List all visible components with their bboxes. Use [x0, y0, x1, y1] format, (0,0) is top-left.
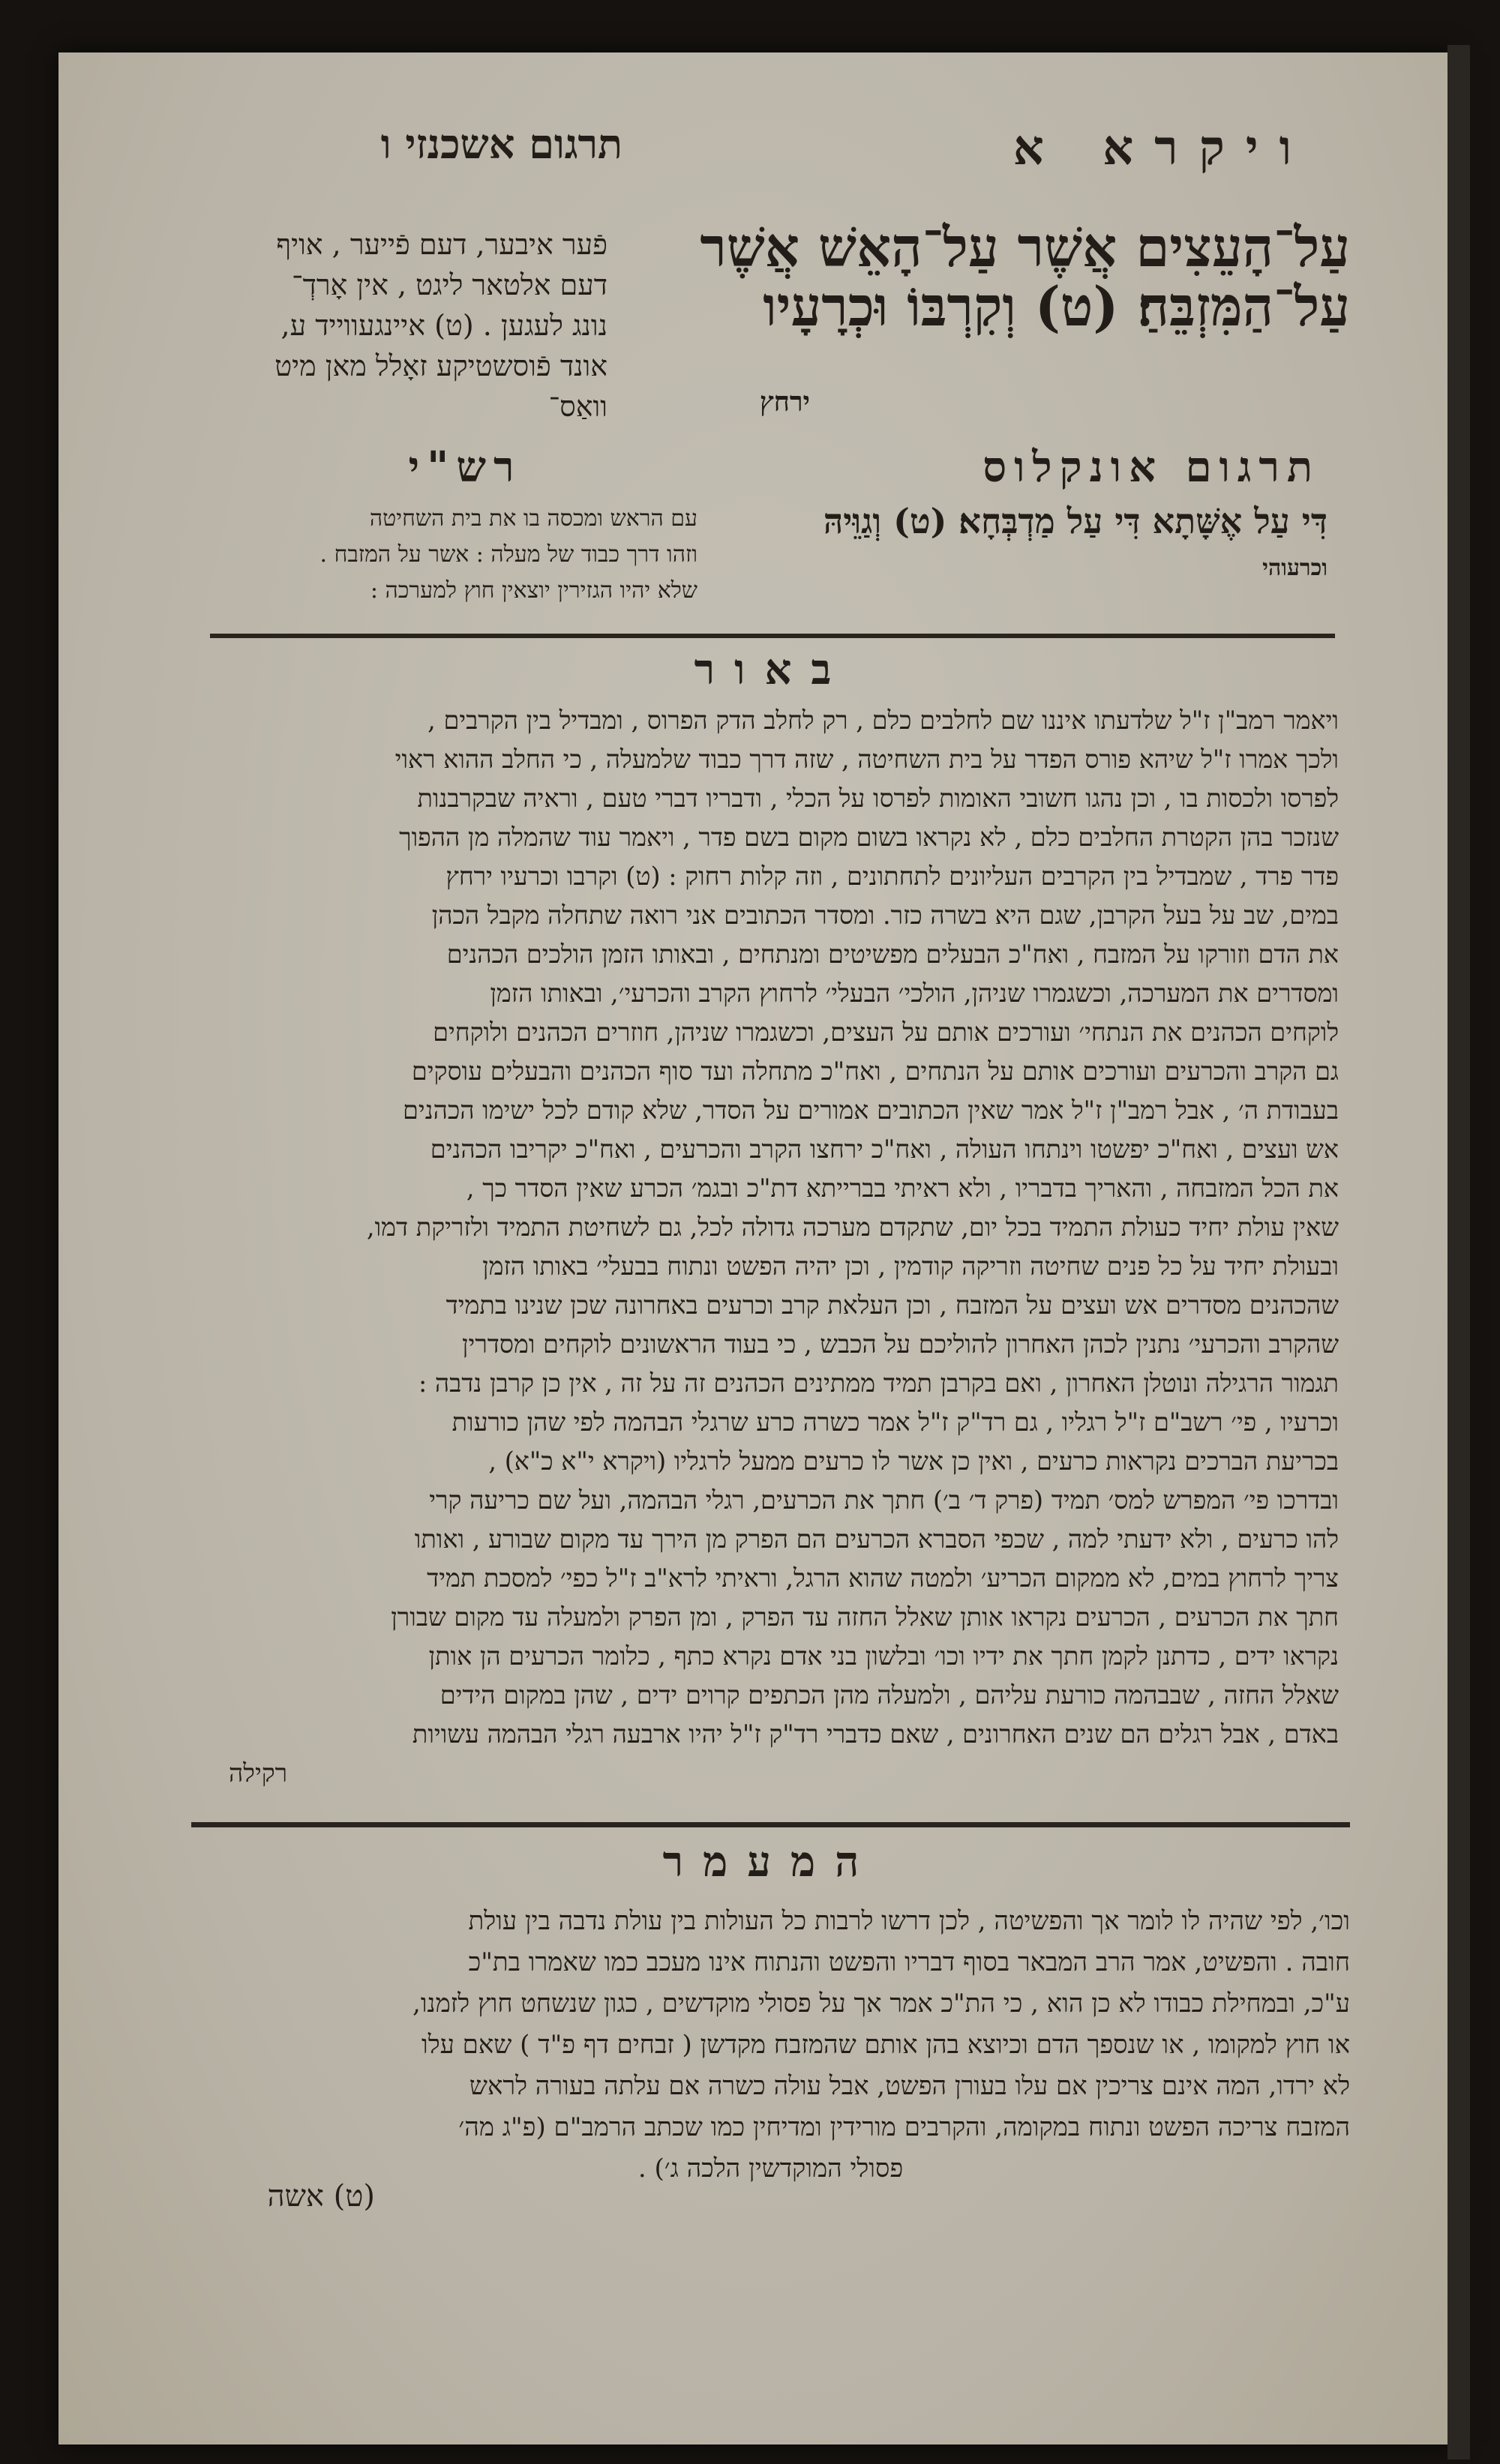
biur-line: בכריעת הברכים נקראות כרעים , ואין כן אשר לו כרעים ממעל לרגליו (ויקרא י"א כ"א) ,	[488, 1446, 1339, 1476]
biur-line: בעבודת ה׳ , אבל רמב"ן ז"ל אמר שאין הכתובים אמורים על הסדר, שלא קודם לכל ישימו הכהנים	[403, 1096, 1339, 1125]
biur-line: נקראו ידים , כדתנן לקמן חתך את ידיו וכו׳ ובלשון בני אדם נקרא כתף , כלומר הכרעים הן אותן	[428, 1641, 1339, 1671]
column-title-ashkenazi: תרגום אשכנזי ו	[380, 120, 622, 168]
hameamer-line: ע"כ, ובמחילת כבודו לא כן הוא , כי הת"כ אמר אך על פסולי מוקדשים , כגון שנשחט חוץ לזמנו,	[412, 1989, 1350, 2019]
rashi-text	[210, 501, 698, 609]
yiddish-line: דעם אלטאר ליגט , אין אָרדְ־	[292, 268, 608, 301]
hameamer-line: חובה . והפשיט, אמר הרב המבאר בסוף דבריו והפשט והנתוח אינו מעכב כמו שאמרו בת"כ	[468, 1947, 1350, 1977]
onkelos-line: דִּי עַל אֶשָּׁתָא דִּי עַל מַדְבְּחָא׃ (ט) וְגַוֵּיהּ	[823, 501, 1328, 541]
hameamer-line: פסולי המוקדשין הלכה ג׳) .	[638, 2154, 904, 2184]
hameamer-heading: המעמר	[662, 1837, 879, 1887]
hameamer-line: וכו׳, לפי שהיה לו לומר אך והפשיטה , לכן דרשו לרבות כל העולות בין עולת נדבה בין עולת	[468, 1906, 1350, 1936]
biur-text	[206, 701, 1339, 1793]
yiddish-line: פֿער איבער, דעם פֿייער , אויף	[276, 228, 608, 261]
verse-catchword: ירחץ	[759, 386, 810, 418]
yiddish-line: וואַס־	[548, 389, 608, 423]
biur-line: שאין עולת יחיד כעולת התמיד בכל יום, שתקדם מערכה גדולה לכל, גם לשחיטת התמיד ולזריקת דמו,	[366, 1213, 1339, 1242]
biur-line: ומסדרים את המערכה, וכשגמרו שניהן, הולכי׳ הבעלי׳ לרחוץ הקרב והכרעי׳, ובאותו הזמן	[490, 979, 1339, 1008]
biur-line: שנזכר בהן הקטרת החלבים כלם , לא נקראו בשום מקום בשם פדר , ויאמר עוד שהמלה מן ההפוך	[399, 823, 1339, 852]
divider-rule	[191, 1822, 1350, 1827]
biur-line: צריך לרחוץ במים, לא ממקום הכריע׳ ולמטה שהוא הרגל, וראיתי לרא"ב ז"ל כפי׳ למסכת תמיד	[427, 1563, 1339, 1593]
verse-block	[630, 215, 1350, 339]
biur-line: שהכהנים מסדרים אש ועצים על המזבח , וכן העלאת קרב וכרעים באחרונה שכן שנינו בתמיד	[446, 1290, 1339, 1320]
biur-line: ובדרכו פי׳ המפרש למס׳ תמיד (פרק ד׳ ב׳) חתך את הכרעים, רגלי הבהמה, ועל שם כריעה קרי	[429, 1485, 1339, 1515]
biur-line: להו כרעים , ולא ידעתי למה , שכפי הסברא הכרעים הם הפרק מן הירך עד מקום שבורע , ואותו	[414, 1524, 1339, 1554]
hameamer-text	[191, 1901, 1350, 2190]
biur-line: פדר פרד , שמבדיל בין הקרבים העליונים לתחתונים , וזה קלות רחוק : (ט) וקרבו וכרעיו ירחץ	[446, 862, 1339, 891]
divider-rule	[210, 634, 1335, 638]
biur-line: את הדם וזורקו על המזבח , ואח"כ הבעלים מפשיטים ומנתחים , ובאותו הזמן הולכים הכהנים	[446, 940, 1339, 969]
verse-line: עַל־הָעֵצִים אֲשֶׁר עַל־הָאֵשׁ אֲשֶׁר	[700, 215, 1350, 279]
hameamer-line: או חוץ למקומו , או שנספך הדם וכיוצא בהן אותם שהמזבח מקדשן ( זבחים דף פ"ד ) שאם עלו	[422, 2030, 1350, 2060]
rashi-heading: רש"י	[408, 442, 522, 492]
rashi-line: וזהו דרך כבוד של מעלה : אשר על המזבח .	[320, 541, 698, 568]
biur-line: את הכל המזבחה , והאריך בדבריו , ולא ראיתי בברייתא דת"כ ובגמ׳ הכרע שאין הסדר כך ,	[466, 1174, 1339, 1203]
page-catchword: (ט) אשה	[267, 2179, 375, 2214]
biur-line: ובעולת יחיד על כל פנים שחיטה וזריקה קודמין , וכן יהיה הפשט ונתוח בבעלי׳ באותו הזמן	[482, 1251, 1339, 1281]
biur-line: תגמור הרגילה ונוטלן האחרון , ואם בקרבן תמיד ממתינים הכהנים זה על זה , אין כן קרבן נדבה :	[418, 1368, 1339, 1398]
biur-line: וכרעיו , פי׳ רשב"ם ז"ל רגליו , גם רד"ק ז"ל אמר כשרה כרע שרגלי הבהמה לפי שהן כורעות	[452, 1407, 1339, 1437]
hameamer-line: לא ירדו, המה אינם צריכין אם עלו בעורן הפשט, אבל עולה כשרה אם עלתה בעורה לראש	[469, 2071, 1350, 2101]
biur-line: ולכך אמרו ז"ל שיהא פורס הפדר על בית השחיטה , שזה דרך כבוד שלמעלה , כי החלב ההוא ראוי	[394, 745, 1339, 774]
onkelos-heading: תרגום אונקלוס	[982, 442, 1320, 492]
biur-line: שאלל החזה , שבבהמה כורעת עליהם , ולמעלה מהן הכתפים קרוים ידים , שהן במקום הידים	[440, 1680, 1339, 1710]
yiddish-line: אונד פֿוסשטיקע זאָלל מאן מיט	[274, 349, 608, 382]
biur-line: לפרסו ולכסות בו , וכן נהגו חשובי האומות לפרסו על הכלי , ודבריו דברי טעם , וראיה שבקרבנות	[417, 784, 1339, 813]
yiddish-translation	[202, 225, 608, 427]
biur-heading: באור	[694, 645, 851, 694]
page-edge	[1448, 45, 1470, 2460]
biur-line: גם הקרב והכרעים ועורכים אותם על הנתחים , ואח"כ מתחלה ועד סוף הכהנים והבעלים עוסקים	[411, 1057, 1339, 1086]
rashi-line: שלא יהיו הגזירין יוצאין חוץ למערכה :	[370, 577, 698, 604]
biur-line: לוקחים הכהנים את הנתחי׳ ועורכים אותם על העצים, וכשגמרו שניהן, חוזרים הכהנים ולוקחים	[433, 1018, 1339, 1047]
onkelos-line: וכרעוהי	[1262, 555, 1328, 581]
yiddish-line: נונג לעגען . (ט) איינגעווייד ע,	[280, 308, 608, 342]
hameamer-line: המזבח צריכה הפשט ונתוח במקומה, והקרבים מורידין ומדיחין כמו שכתב הרמב"ם (פ"ג מה׳	[458, 2112, 1350, 2142]
biur-line: ויאמר רמב"ן ז"ל שלדעתו איננו שם לחלבים כלם , רק לחלב הדק הפרוס , ומבדיל בין הקרבים ,	[428, 706, 1339, 735]
biur-line: חתך את הכרעים , הכרעים נקראו אותן שאלל החזה עד הפרק , ומן הפרק ולמעלה עד מקום שבורן	[391, 1602, 1339, 1632]
biur-line: רקילה	[229, 1758, 288, 1788]
biur-line: אש ועצים , ואח"כ יפשטו וינתחו העולה , ואח"כ ירחצו הקרב והכרעים , ואח"כ יקריבו הכהנים	[430, 1135, 1339, 1164]
biur-line: במים, שב על בעל הקרבן, שגם היא בשרה כזר. ומסדר הכתובים אני רואה שתחלה מקבל הכהן	[431, 901, 1339, 930]
onkelos-text	[652, 501, 1328, 581]
biur-line: שהקרב והכרעי׳ נתנין לכהן האחרון להוליכם על הכבש , כי בעוד הראשונים לוקחים ומסדרין	[462, 1329, 1339, 1359]
biur-line: באדם , אבל רגלים הם שנים האחרונים , שאם כדברי רד"ק ז"ל יהיו ארבעה רגלי הבהמה עשויות	[412, 1719, 1339, 1749]
verse-line: עַל־הַמִּזְבֵּחַ׃ (ט) וְקִרְבּוֹ וּכְרָעָיו	[763, 274, 1350, 339]
book-title: ויקרא א	[1012, 120, 1312, 176]
rashi-line: עם הראש ומכסה בו את בית השחיטה	[369, 505, 698, 532]
